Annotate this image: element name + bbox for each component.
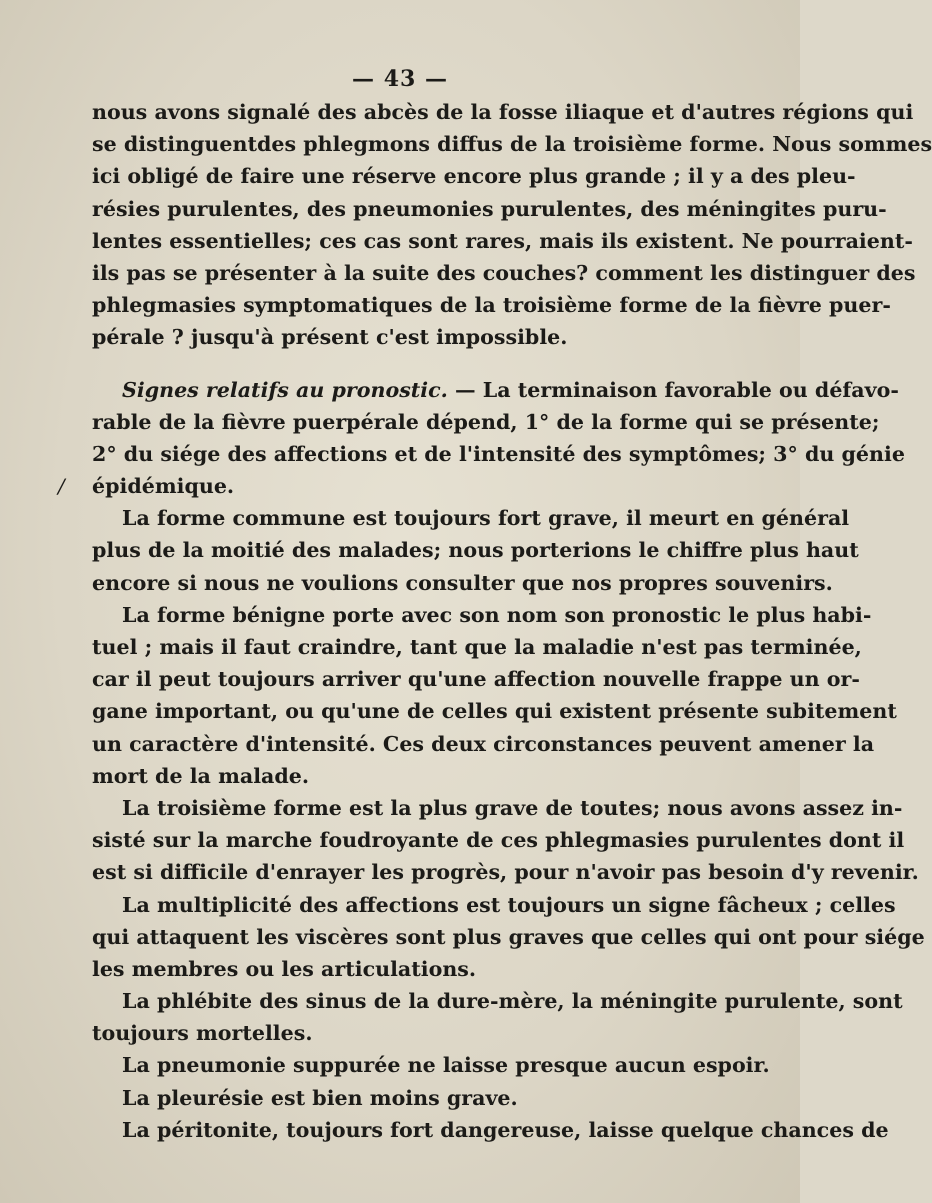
text-line: La pneumonie suppurée ne laisse presque aucun espoir. <box>122 1053 770 1078</box>
text-line: résies purulentes, des pneumonies purulentes, des méningites puru- <box>92 196 887 221</box>
text-line: ici obligé de faire une réserve encore plus grande ; il y a des pleu- <box>92 164 856 189</box>
text-line: toujours mortelles. <box>92 1021 313 1046</box>
text-line: La forme bénigne porte avec son nom son pronostic le plus habi- <box>122 602 872 627</box>
text-line: La pleurésie est bien moins grave. <box>122 1085 518 1110</box>
text-line: qui attaquent les viscères sont plus graves que celles qui ont pour siége <box>92 924 925 949</box>
text-line: lentes essentielles; ces cas sont rares, mais ils existent. Ne pourraient- <box>92 228 913 253</box>
text-line: les membres ou les articulations. <box>92 956 477 981</box>
text-line <box>92 374 899 406</box>
text-run: — La terminaison favorable ou défavo- <box>447 377 899 402</box>
text-line: pérale ? jusqu'à présent c'est impossible. <box>92 325 568 350</box>
text-line: La péritonite, toujours fort dangereuse, laisse quelque chances de <box>122 1117 889 1142</box>
text-line: car il peut toujours arriver qu'une affection nouvelle frappe un or- <box>92 667 860 692</box>
text-line: gane important, ou qu'une de celles qui existent présente subitement <box>92 699 897 724</box>
body-text <box>92 96 932 1146</box>
text-line: tuel ; mais il faut craindre, tant que la maladie n'est pas terminée, <box>92 635 862 659</box>
text-line: mort de la malade. <box>92 763 310 788</box>
page-number: — 43 — <box>352 66 448 92</box>
text-line: La forme commune est toujours fort grave, il meurt en général <box>122 506 850 531</box>
text-line: épidémique. <box>92 474 235 499</box>
text-line: plus de la moitié des malades; nous porterions le chiffre plus haut <box>92 538 859 563</box>
text-line: ils pas se présenter à la suite des couches? comment les distinguer des <box>92 260 916 285</box>
text-line: nous avons signalé des abcès de la fosse iliaque et d'autres régions qui <box>92 100 914 124</box>
text-line: un caractère d'intensité. Ces deux circonstances peuvent amener la <box>92 731 875 756</box>
section-heading: Signes relatifs au pronostic. <box>122 377 448 402</box>
text-line: encore si nous ne voulions consulter que nos propres souvenirs. <box>92 570 833 595</box>
margin-mark: / <box>58 474 65 498</box>
text-line: rable de la fièvre puerpérale dépend, 1° de la forme qui se présente; <box>92 409 880 434</box>
text-line: La phlébite des sinus de la dure-mère, la méningite purulente, sont <box>122 989 903 1014</box>
text-line: La multiplicité des affections est toujours un signe fâcheux ; celles <box>122 892 896 917</box>
text-line: se distinguentdes phlegmons diffus de la troisième forme. Nous sommes <box>92 132 932 157</box>
text-line: sisté sur la marche foudroyante de ces phlegmasies purulentes dont il <box>92 828 905 853</box>
text-line: 2° du siége des affections et de l'intensité des symptômes; 3° du génie <box>92 441 905 466</box>
section-gap <box>92 354 738 374</box>
text-line: phlegmasies symptomatiques de la troisième forme de la fièvre puer- <box>92 293 891 318</box>
text-line: La troisième forme est la plus grave de toutes; nous avons assez in- <box>122 795 903 820</box>
text-line: est si difficile d'enrayer les progrès, pour n'avoir pas besoin d'y revenir. <box>92 860 919 885</box>
